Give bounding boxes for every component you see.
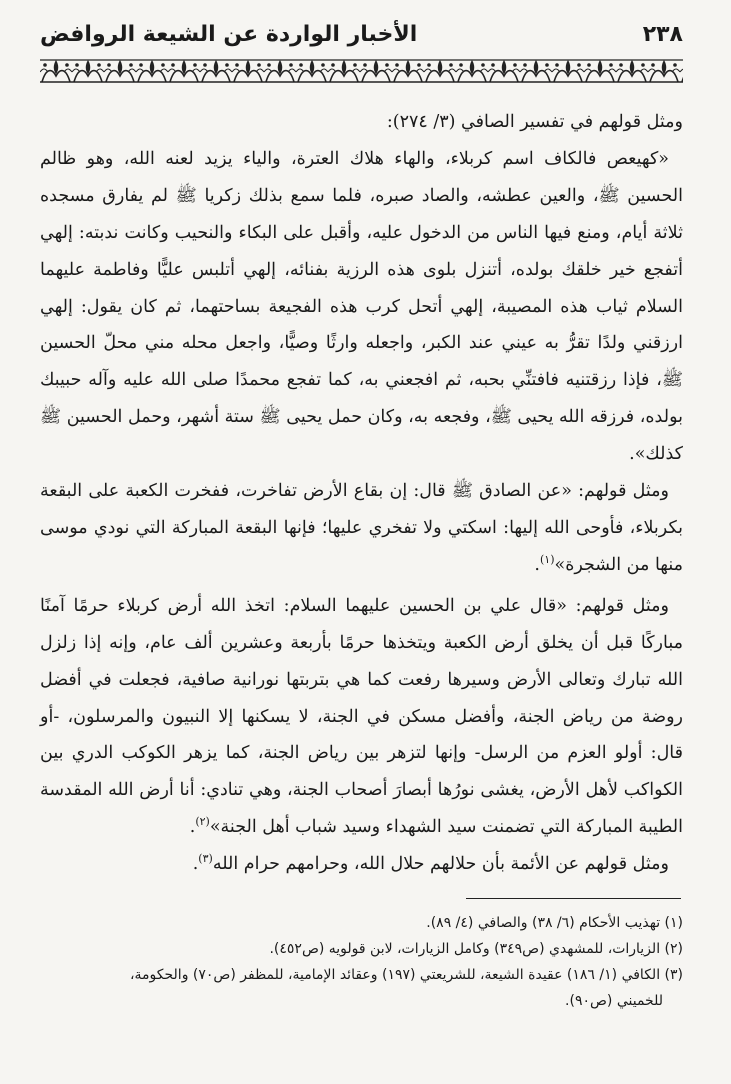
footnote-ref-1[interactable]: (١): [539, 553, 555, 567]
paragraph-imams: ومثل قولهم عن الأئمة بأن حلالهم حلال الله، وحرامهم حرام الله$^{(٣)}$.: [192, 852, 669, 875]
imams-text: ومثل قولهم عن الأئمة بأن حلالهم حلال الله، وحرامهم حرام الله: [212, 854, 669, 875]
page-number: ٢٣٨: [642, 22, 683, 47]
paragraph-intro: ومثل قولهم في تفسير الصافي (٣/ ٢٧٤):: [386, 112, 683, 132]
footnote-3: (٣) الكافي (١/ ١٨٦) عقيدة الشيعة، للشريعتي (١٩٧) وعقائد الإمامية، للمظفر (ص٧٠) والحكومة،: [130, 967, 683, 983]
running-title: الأخبار الواردة عن الشيعة الروافض: [40, 22, 418, 47]
footnote-3-continued: للخميني (ص٩٠).: [565, 993, 663, 1009]
running-header: [40, 22, 683, 58]
quote-sadiq-text: ومثل قولهم: «عن الصادق ﷺ قال: إن بقاع الأرض تفاخرت، ففخرت الكعبة على البقعة بكربلاء، فأوحى الله إليها: اسكتي ولا تفخري عليها؛ فإنها البقعة المباركة التي نودي موسى منها من الشجرة»: [40, 481, 683, 575]
quote-kaf-ha-ya: «كهيعص فالكاف اسم كربلاء، والهاء هلاك العترة، والياء يزيد لعنه الله، وهو ظالم الحسين ﷺ، والعين عطشه، والصاد صبره، فلما سمع بذلك زكريا ﷺ لم يفارق مسجده ثلاثة أيام، ومنع فيها الناس من الدخول عليه، وأقبل على البكاء والنحيب وكانت ندبته: إلهي أتفجع خير خلقك بولده، أتنزل بلوى هذه الرزية بفنائه، إلهي أتلبس عليًّا وفاطمة عليهما السلام ثياب هذه المصيبة، إلهي أتحل كرب هذه الفجيعة بساحتهما، ثم كان يقول: إلهي ارزقني ولدًا تقرُّ به عيني عند الكبر، واجعله وارثًا وصيًّا، واجعل محله مني محلّ الحسين ﷺ، فإذا رزقتنيه فافتنِّي بحبه، ثم افجعني به، كما تفجع محمدًا صلى الله عليه وآله حبيبك بولده، فرزقه الله يحيى ﷺ، وفجعه به، وكان حمل يحيى ﷺ ستة أشهر، وحمل الحسين ﷺ كذلك».: [40, 148, 683, 465]
quote-ali-text: ومثل قولهم: «قال علي بن الحسين عليهما السلام: اتخذ الله أرض كربلاء حرمًا آمنًا مباركًا قبل أن يخلق أرض الكعبة ويتخذها حرمًا بأربعة وعشرين ألف عام، وإنه إذا زلزل الله تبارك وتعالى الأرض وسيرها رفعت كما هي بتربتها نورانية صافية، فجعلت في أفضل روضة من رياض الجنة، وأفضل مسكن في الجنة، لا يسكنها إلا النبيون والمرسلون، -أو قال: أولو العزم من الرسل- وإنها لتزهر بين رياض الجنة، كما يزهر الكوكب الدري بين الكواكب لأهل الأرض، يغشى نورُها أبصارَ أصحاب الجنة، وهي تنادي: أنا أرض الله المقدسة الطيبة المباركة التي تضمنت سيد الشهداء وسيد شباب أهل الجنة»: [40, 595, 683, 838]
footnote-divider: [466, 898, 681, 899]
quote-ali-ibn-husayn: ومثل قولهم: «قال علي بن الحسين عليهما السلام: اتخذ الله أرض كربلاء حرمًا آمنًا مباركًا قبل أن يخلق أرض الكعبة ويتخذها حرمًا بأربعة وعشرين ألف عام، وإنه إذا زلزل الله تبارك وتعالى الأرض وسيرها رفعت كما هي بتربتها نورانية صافية، فجعلت في أفضل روضة من رياض الجنة، وأفضل مسكن في الجنة، لا يسكنها إلا النبيون والمرسلون، -أو قال: أولو العزم من الرسل- وإنها لتزهر بين رياض الجنة، كما يزهر الكوكب الدري بين الكواكب لأهل الأرض، يغشى نورُها أبصارَ أصحاب الجنة، وهي تنادي: أنا أرض الله المقدسة الطيبة المباركة التي تضمنت سيد الشهداء وسيد شباب أهل الجنة»$^{(٢)}$.: [40, 595, 683, 838]
decorative-border-icon: [40, 56, 683, 86]
footnote-ref-2[interactable]: (٢): [195, 815, 210, 829]
footnotes: [40, 910, 683, 1014]
footnote-1: (١) تهذيب الأحكام (٦/ ٣٨) والصافي (٤/ ٨٩).: [426, 915, 683, 931]
footnote-2: (٢) الزيارات، للمشهدي (ص٣٤٩) وكامل الزيارات، لابن قولويه (ص٤٥٢).: [269, 941, 683, 957]
footnote-ref-3[interactable]: (٣): [198, 852, 213, 866]
quote-sadiq: ومثل قولهم: «عن الصادق ﷺ قال: إن بقاع الأرض تفاخرت، ففخرت الكعبة على البقعة بكربلاء، فأوحى الله إليها: اسكتي ولا تفخري عليها؛ فإنها البقعة المباركة التي نودي موسى منها من الشجرة»$^{(١)}$.: [40, 481, 683, 575]
main-text: [40, 104, 683, 883]
